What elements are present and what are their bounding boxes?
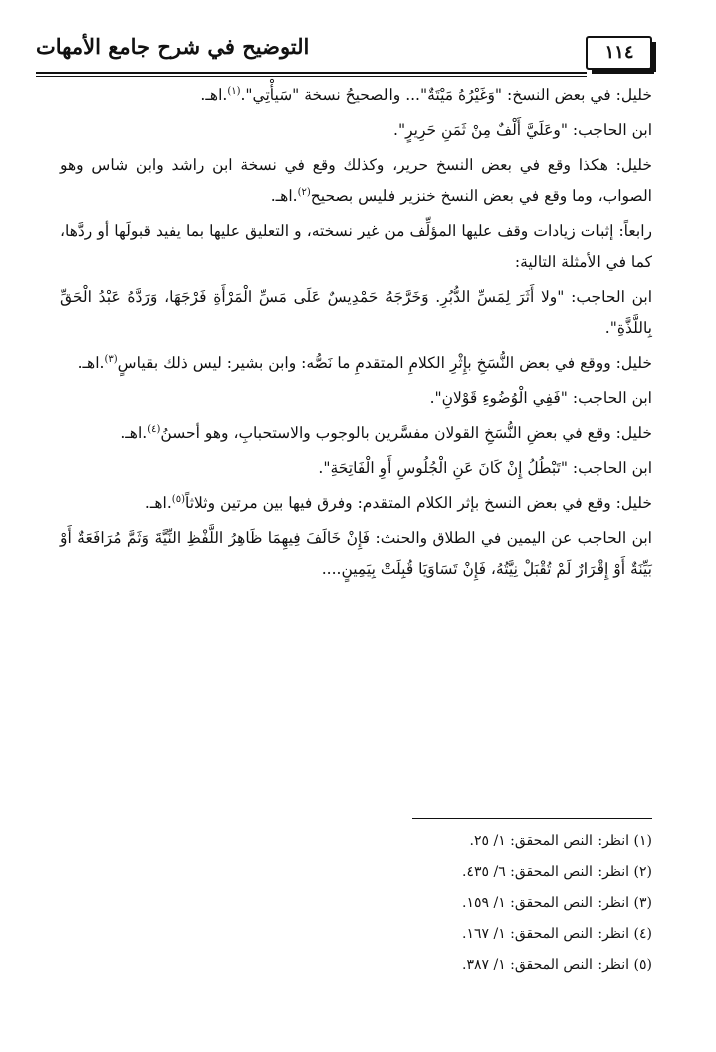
paragraph: ابن الحاجب عن اليمين في الطلاق والحنث: فَإِنْ خَالَفَ فِيهِمَا ظَاهِرُ اللَّفْظِ النِّيَّةَ وَثَمَّ مُرَافَعَةٌ أَوْ بَيِّنَةٌ أَوْ إِقْرَارٌ لَمْ تُقْبَلْ نِيَّتُهُ، فَإِنْ تَسَاوَيَا قُبِلَتْ بِيَمِينٍ....: [60, 529, 652, 578]
footnote-separator: [412, 818, 652, 819]
page-number-box: [586, 36, 652, 70]
running-header: [36, 32, 652, 76]
footnote: (٤) انظر: النص المحقق: ١/ ١٦٧.: [462, 926, 652, 942]
paragraph: رابعاً: إثبات زيادات وقف عليها المؤلِّف من غير نسخته، و التعليق عليها بما يفيد قبولَها أو ردَّها، كما في الأمثلة التالية:: [60, 222, 652, 271]
footnote-ref: (٤): [147, 423, 161, 435]
footnote-ref: (٢): [297, 186, 311, 198]
footnote-ref: (١): [227, 85, 241, 97]
footnotes: [60, 826, 652, 981]
footnote-ref: (٣): [104, 353, 118, 365]
paragraph: خليل: هكذا وقع في بعض النسخ حرير، وكذلك وقع في نسخة ابن راشد وابن شاس وهو الصواب، وما وقع في بعض النسخ خنزير فليس بصحيح$^{(٢)}$.اهـ.: [60, 156, 652, 205]
main-text: [60, 80, 652, 589]
header-rule: [36, 72, 587, 74]
footnote: (٣) انظر: النص المحقق: ١/ ١٥٩.: [462, 895, 652, 911]
footnote-ref: (٥): [171, 493, 185, 505]
paragraph: ابن الحاجب: "ولا أَثَرَ لِمَسِّ الدُّبُرِ. وَخَرَّجَهُ حَمْدِيسٌ عَلَى مَسِّ الْمَرْأَةِ فَرْجَهَا، وَرَدَّهُ عَبْدُ الْحَقِّ بِاللَّذَّةِ".: [60, 288, 652, 337]
page-number: ١١٤: [604, 42, 634, 63]
paragraph: خليل: ووقع في بعض النُّسَخِ بإِثْرِ الكلامِ المتقدمِ ما نَصُّه: وابن بشير: ليس ذلك بقياسٍ$^{(٣)}$.اهـ.: [77, 353, 652, 372]
paragraph: خليل: في بعض النسخ: "وَغَيْرُهُ مَيْتَةٌ"... والصحيحُ نسخة "سَيأْتِي".$^{(١)}$.اهـ.: [200, 85, 652, 104]
footnote: (١) انظر: النص المحقق: ١/ ٢٥.: [469, 833, 652, 849]
paragraph: خليل: وقع في بعضِ النُّسَخِ القولان مفسَّرين بالوجوب والاستحبابِ، وهو أحسنُ$^{(٤)}$.اهـ.: [120, 423, 652, 442]
running-title: التوضيح في شرح جامع الأمهات: [36, 34, 310, 59]
paragraph: ابن الحاجب: "تَبْطُلُ إِنْ كَانَ عَنِ الْجُلُوسِ أَوِ الْفَاتِحَةِ".: [318, 459, 652, 477]
paragraph: خليل: وقع في بعض النسخ بإثر الكلام المتقدم: وفرق فيها بين مرتين وثلاثاً$^{(٥)}$.اهـ.: [144, 493, 652, 512]
paragraph: ابن الحاجب: "وعَلَيَّ أَلْفٌ مِنْ ثَمَنِ حَرِيرٍ".: [393, 121, 652, 139]
paragraph: ابن الحاجب: "فَفِي الْوُضُوءِ قَوْلانِ".: [429, 389, 652, 407]
footnote: (٢) انظر: النص المحقق: ٦/ ٤٣٥.: [462, 864, 652, 880]
header-rule-thin: [36, 76, 587, 77]
footnote: (٥) انظر: النص المحقق: ١/ ٣٨٧.: [462, 957, 652, 973]
